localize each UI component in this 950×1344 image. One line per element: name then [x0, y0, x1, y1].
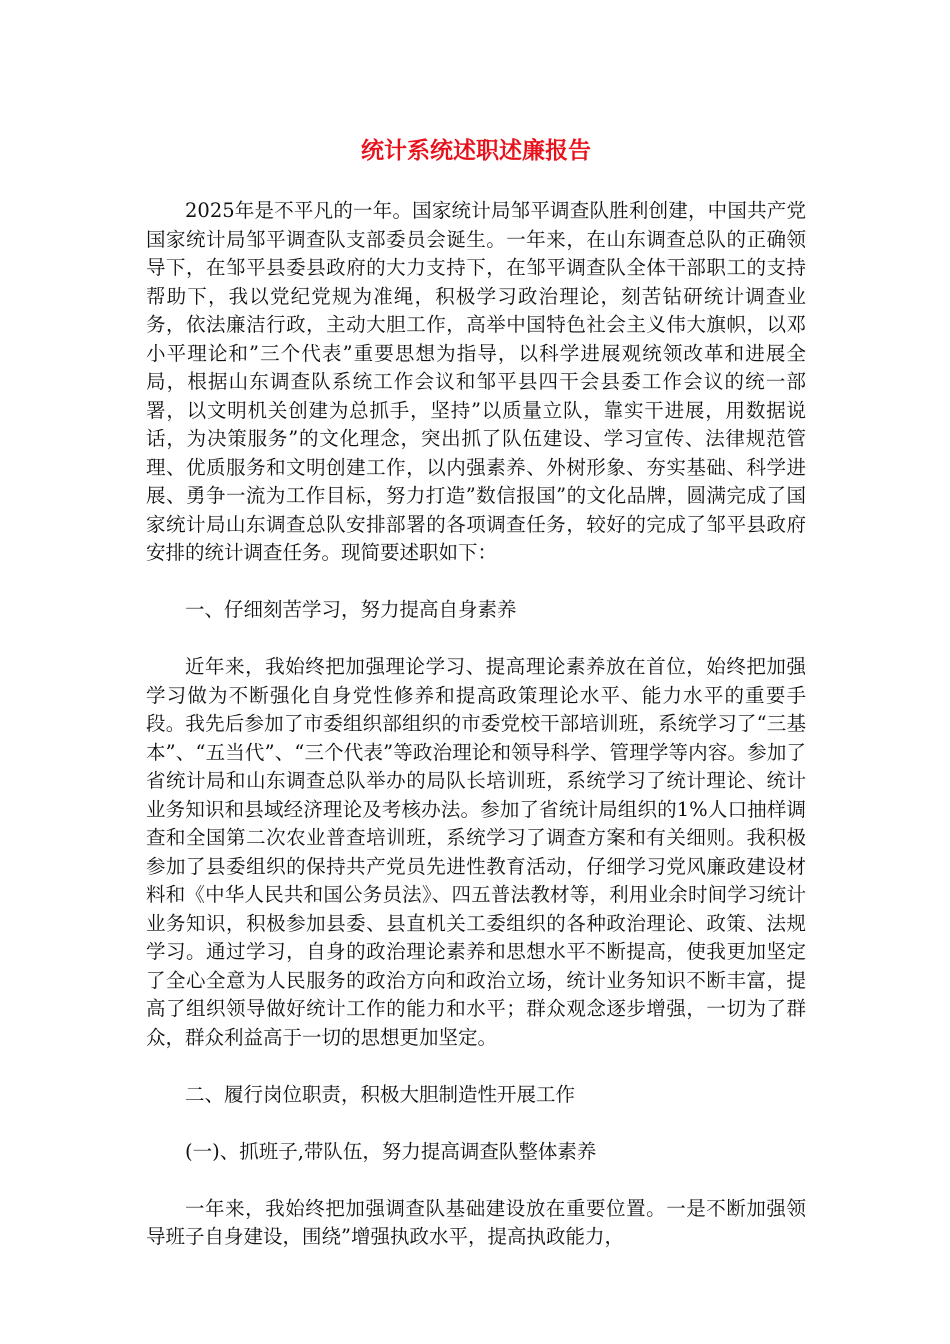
subsection-heading-1: (一)、抓班子,带队伍，努力提高调查队整体素养	[185, 1139, 597, 1163]
document-title: 统计系统述职述廉报告	[361, 138, 591, 164]
team-paragraph: 一年来，我始终把加强调查队基础建设放在重要位置。一是不断加强领导班子自身建设，围绕”增强执政水平，提高执政能力，	[146, 1196, 806, 1248]
document-page	[146, 0, 806, 1344]
study-paragraph: 近年来，我始终把加强理论学习、提高理论素养放在首位，始终把加强学习做为不断强化自身党性修养和提高政策理论水平、能力水平的重要手段。我先后参加了市委组织部组织的市委党校干部培训班，系统学习了“三基本”、“五当代”、“三个代表”等政治理论和领导科学、管理学等内容。参加了省统计局和山东调查总队举办的局队长培训班，系统学习了统计理论、统计业务知识和县域经济理论及考核办法。参加了省统计局组织的1%人口抽样调查和全国第二次农业普查培训班，系统学习了调查方案和有关细则。我积极参加了县委组织的保持共产党员先进性教育活动，仔细学习党风廉政建设材料和《中华人民共和国公务员法》、四五普法教材等，利用业余时间学习统计业务知识，积极参加县委、县直机关工委组织的各种政治理论、政策、法规学习。通过学习，自身的政治理论素养和思想水平不断提高，使我更加坚定了全心全意为人民服务的政治方向和政治立场，统计业务知识不断丰富，提高了组织领导做好统计工作的能力和水平；群众观念逐步增强，一切为了群众，群众利益高于一切的思想更加坚定。	[146, 655, 806, 1049]
document-body	[146, 197, 806, 1252]
section-heading-1: 一、仔细刻苦学习，努力提高自身素养	[185, 598, 517, 621]
section-heading-2: 二、履行岗位职责，积极大胆制造性开展工作	[185, 1082, 576, 1106]
intro-paragraph: 2025年是不平凡的一年。国家统计局邹平调查队胜利创建，中国共产党国家统计局邹平调查队支部委员会诞生。一年来，在山东调查总队的正确领导下，在邹平县委县政府的大力支持下，在邹平调查队全体干部职工的支持帮助下，我以党纪党规为准绳，积极学习政治理论，刻苦钻研统计调查业务，依法廉洁行政，主动大胆工作，高举中国特色社会主义伟大旗帜，以邓小平理论和”三个代表”重要思想为指导，以科学进展观统领改革和进展全局，根据山东调查队系统工作会议和邹平县四干会县委工作会议的统一部署，以文明机关创建为总抓手，坚持”以质量立队，靠实干进展，用数据说话，为决策服务”的文化理念，突出抓了队伍建设、学习宣传、法律规范管理、优质服务和文明创建工作，以内强素养、外树形象、夯实基础、科学进展、勇争一流为工作目标，努力打造”数信报国”的文化品牌，圆满完成了国家统计局山东调查总队安排部署的各项调查任务，较好的完成了邹平县政府安排的统计调查任务。现简要述职如下：	[146, 199, 806, 564]
